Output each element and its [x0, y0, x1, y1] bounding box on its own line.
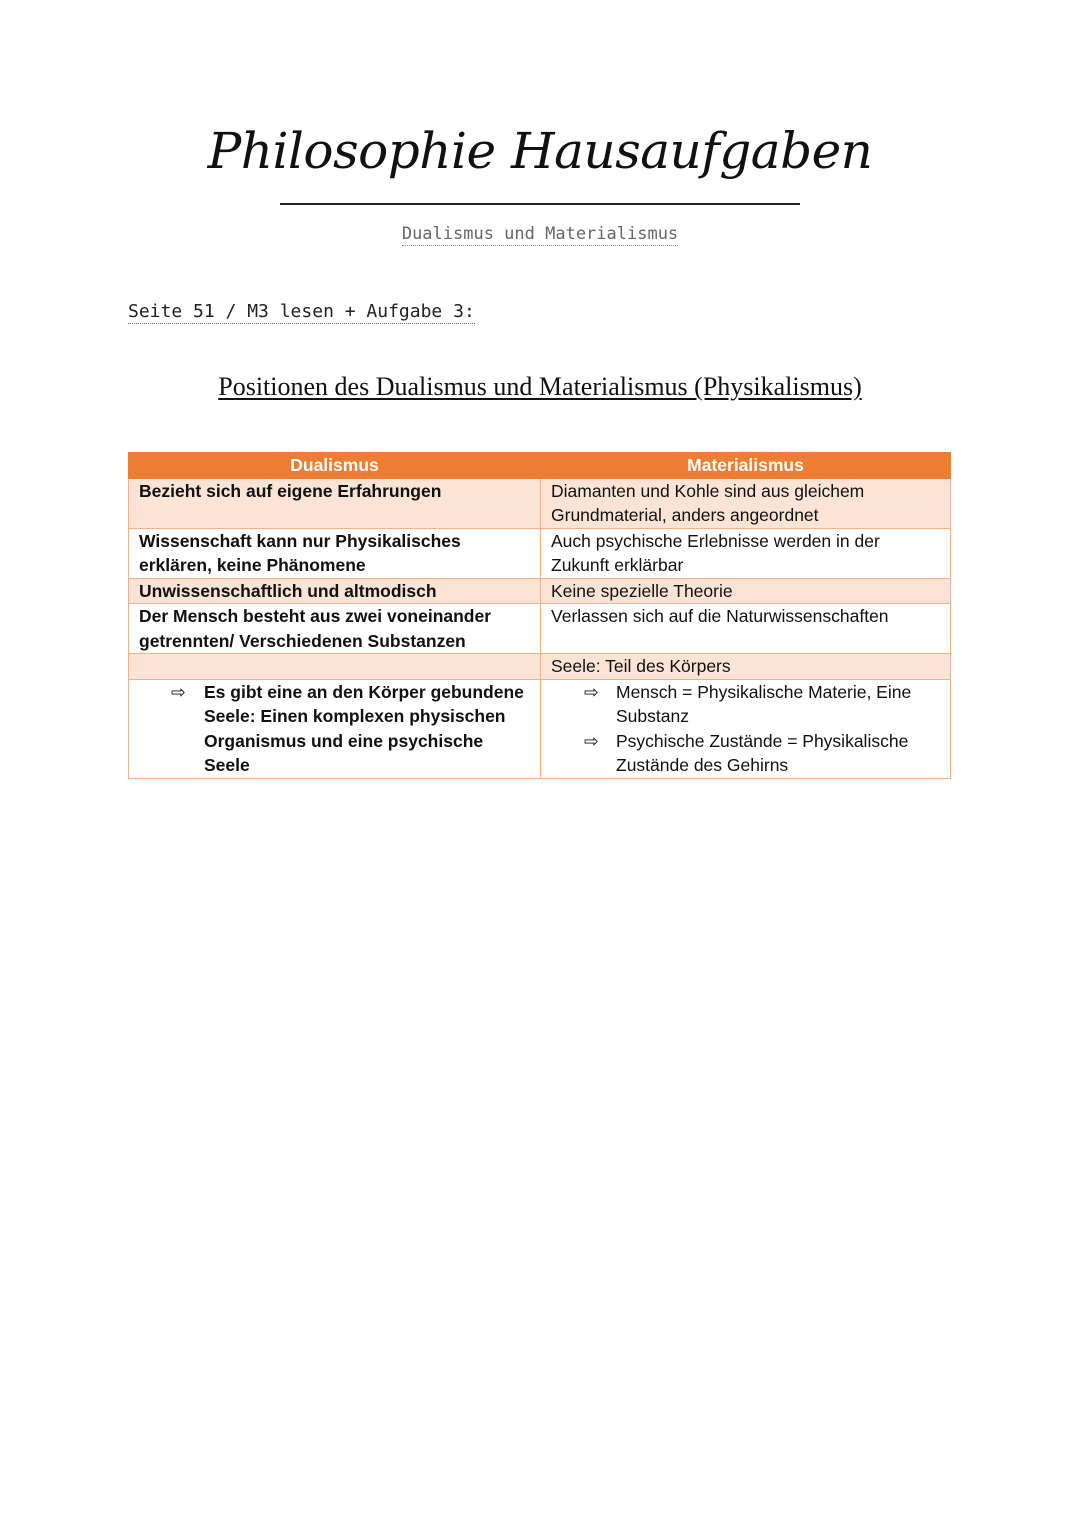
column-header-materialismus: Materialismus	[541, 453, 951, 479]
dualismus-points-cell	[129, 679, 541, 778]
list-item	[139, 680, 530, 778]
materialismus-cell: Seele: Teil des Körpers	[541, 654, 951, 680]
title-underline	[280, 203, 800, 205]
materialismus-cell: Keine spezielle Theorie	[541, 578, 951, 604]
materialismus-point-list	[551, 680, 940, 778]
table-row	[129, 679, 951, 778]
point-text: Mensch = Physikalische Materie, Eine Substanz	[616, 681, 912, 726]
materialismus-cell: Verlassen sich auf die Naturwissenschaften	[541, 604, 951, 654]
dualismus-cell: Der Mensch besteht aus zwei voneinander getrennten/ Verschiedenen Substanzen	[129, 604, 541, 654]
table-row	[129, 654, 951, 680]
materialismus-cell: Diamanten und Kohle sind aus gleichem Grundmaterial, anders angeordnet	[541, 478, 951, 528]
dualismus-cell: Unwissenschaftlich und altmodisch	[129, 578, 541, 604]
page-subtitle	[0, 224, 1080, 244]
table-row	[129, 578, 951, 604]
arrow-right-icon: ⇨	[584, 730, 599, 751]
column-header-dualismus: Dualismus	[129, 453, 541, 479]
table-row	[129, 478, 951, 528]
dualismus-point-list	[139, 680, 530, 778]
subtitle-text: Dualismus und Materialismus	[401, 224, 679, 244]
task-text: Seite 51 / M3 lesen + Aufgabe 3:	[128, 301, 475, 322]
list-item	[551, 729, 940, 778]
table-header-row	[129, 453, 951, 479]
dualismus-cell	[129, 654, 541, 680]
point-text: Psychische Zustände = Physikalische Zustände des Gehirns	[616, 730, 909, 775]
list-item	[551, 680, 940, 729]
arrow-right-icon: ⇨	[171, 681, 186, 702]
page-title: Philosophie Hausaufgaben	[207, 122, 873, 180]
comparison-table	[128, 452, 951, 779]
table-row	[129, 604, 951, 654]
materialismus-points-cell	[541, 679, 951, 778]
task-line	[128, 301, 475, 322]
materialismus-cell: Auch psychische Erlebnisse werden in der Zukunft erklärbar	[541, 528, 951, 578]
point-text: Es gibt eine an den Körper gebundene Seele: Einen komplexen physischen Organismus und eine psychische Seele	[204, 681, 524, 775]
arrow-right-icon: ⇨	[584, 681, 599, 702]
dualismus-cell: Bezieht sich auf eigene Erfahrungen	[129, 478, 541, 528]
section-heading: Positionen des Dualismus und Materialismus (Physikalismus)	[218, 372, 862, 401]
dualismus-cell: Wissenschaft kann nur Physikalisches erklären, keine Phänomene	[129, 528, 541, 578]
table-row	[129, 528, 951, 578]
